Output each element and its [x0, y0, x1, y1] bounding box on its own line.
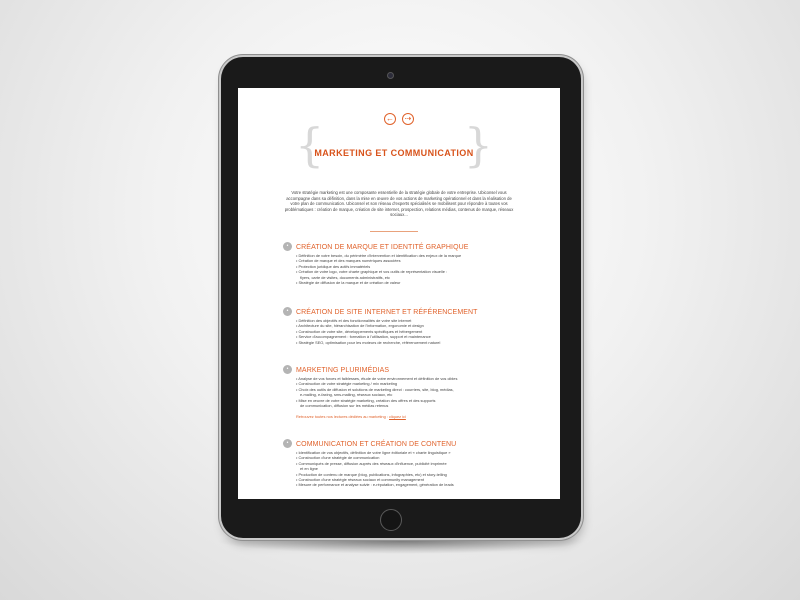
page-title: MARKETING ET COMMUNICATION — [314, 148, 474, 158]
list-item: et en ligne — [300, 466, 318, 472]
section-list — [296, 253, 544, 285]
marketing-link-line — [296, 414, 544, 419]
section-communication — [284, 440, 544, 488]
list-item: • Production de contenu de marque (blog, publications, infographies, etc) et story-telling — [296, 471, 447, 477]
intro-text: Votre stratégie marketing est une composante essentielle de la stratégie globale de votre entreprise. Ubiconsel vous accompagne dans sa définition, dans la mise en œuvre de vos actions de marketing opérationnel et dans la réalisation de votre plan de communication. Ubiconsel et son réseau d'experts spécialisés se mobilisent pour répondre à toutes vos problématiques : création de marque, création de site internet, prospection, relations médias, contenus de marque, réseaux sociaux... — [284, 190, 514, 218]
list-item: • Création de marque et des marques numériques associées — [296, 258, 401, 264]
list-item: • Choix des outils de diffusion et solutions de marketing direct : courriers, site, blog, médias, — [296, 386, 454, 392]
list-item: • Service d'accompagnement : formation à l'utilisation, support et maintenance — [296, 334, 431, 340]
section-list — [296, 376, 544, 408]
section-bullet-icon: • — [283, 365, 292, 374]
list-item: • Stratégie de diffusion de la marque et de création de valeur — [296, 280, 401, 286]
section-list — [296, 450, 544, 488]
section-bullet-icon: • — [283, 439, 292, 448]
section-bullet-icon: • — [283, 307, 292, 316]
list-item: • Création de votre logo, votre charte graphique et vos outils de représentation visuelle : — [296, 269, 448, 275]
list-item: • Analyse de vos forces et faiblesses, étude de votre environnement et définition de vos cibles — [296, 376, 458, 381]
click-here-link[interactable]: cliquez ici — [389, 414, 406, 420]
page-nav — [238, 113, 560, 125]
list-item: • Construction de votre stratégie marketing / mix marketing — [296, 381, 398, 387]
section-title: CRÉATION DE SITE INTERNET ET RÉFÉRENCEMENT — [296, 309, 478, 316]
divider — [370, 231, 418, 232]
prev-arrow-icon[interactable]: ← — [386, 114, 394, 123]
list-item: flyers, carte de visites, documents administratifs, etc — [300, 274, 390, 280]
list-item: e-mailing, e-faxing, sms-mailing, réseaux sociaux, etc — [300, 392, 393, 398]
list-item: • Architecture du site, hiérarchisation de l'information, ergonomie et design — [296, 323, 424, 329]
section-list — [296, 318, 544, 345]
list-item: • Communiqués de presse, diffusion auprès des réseaux d'influence, publicité imprimée — [296, 460, 447, 466]
list-item: • Identification de vos objectifs, définition de votre ligne éditoriale et « charte linguistique » — [296, 450, 451, 455]
link-text: Retrouvez toutes nos lectures dédiées au marketing : — [296, 414, 389, 420]
section-title: COMMUNICATION ET CRÉATION DE CONTENU — [296, 441, 457, 448]
list-item: • Mesure de performance et analyse suivie : e-réputation, engagement, génération de leads — [296, 482, 454, 488]
list-item: • Construction d'une stratégie réseaux sociaux et community management — [296, 477, 424, 483]
list-item: • Stratégie SEO, optimisation pour les moteurs de recherche, référencement naturel — [296, 339, 441, 345]
section-website — [284, 308, 544, 345]
title-block — [295, 118, 493, 172]
section-title: CRÉATION DE MARQUE ET IDENTITÉ GRAPHIQUE — [296, 244, 469, 251]
list-item: • Construction de votre site, développements spécifiques et hébergement — [296, 328, 423, 334]
list-item: • Protection juridique des actifs immatériels — [296, 263, 371, 269]
list-item: • Définition des objectifs et des fonctionnalités de votre site internet — [296, 318, 412, 323]
section-brand — [284, 243, 544, 285]
tablet-screen — [238, 88, 560, 499]
section-bullet-icon: • — [283, 242, 292, 251]
section-marketing — [284, 366, 544, 419]
home-button[interactable] — [380, 509, 402, 531]
list-item: • Construction d'une stratégie de communication — [296, 455, 380, 461]
list-item: de communication, diffusion sur les médias retenus — [300, 403, 389, 409]
list-item: • Mise en œuvre de votre stratégie marketing, création des offres et des supports — [296, 397, 436, 403]
right-brace-icon: } — [463, 118, 493, 172]
left-brace-icon: { — [295, 118, 325, 172]
next-arrow-icon[interactable]: ⇢ — [402, 113, 414, 125]
list-item: • Définition de votre besoin, du périmètre d'intervention et identification des enjeux de la marque — [296, 253, 462, 258]
section-title: MARKETING PLURIMÉDIAS — [296, 367, 390, 374]
camera-icon — [387, 72, 394, 79]
